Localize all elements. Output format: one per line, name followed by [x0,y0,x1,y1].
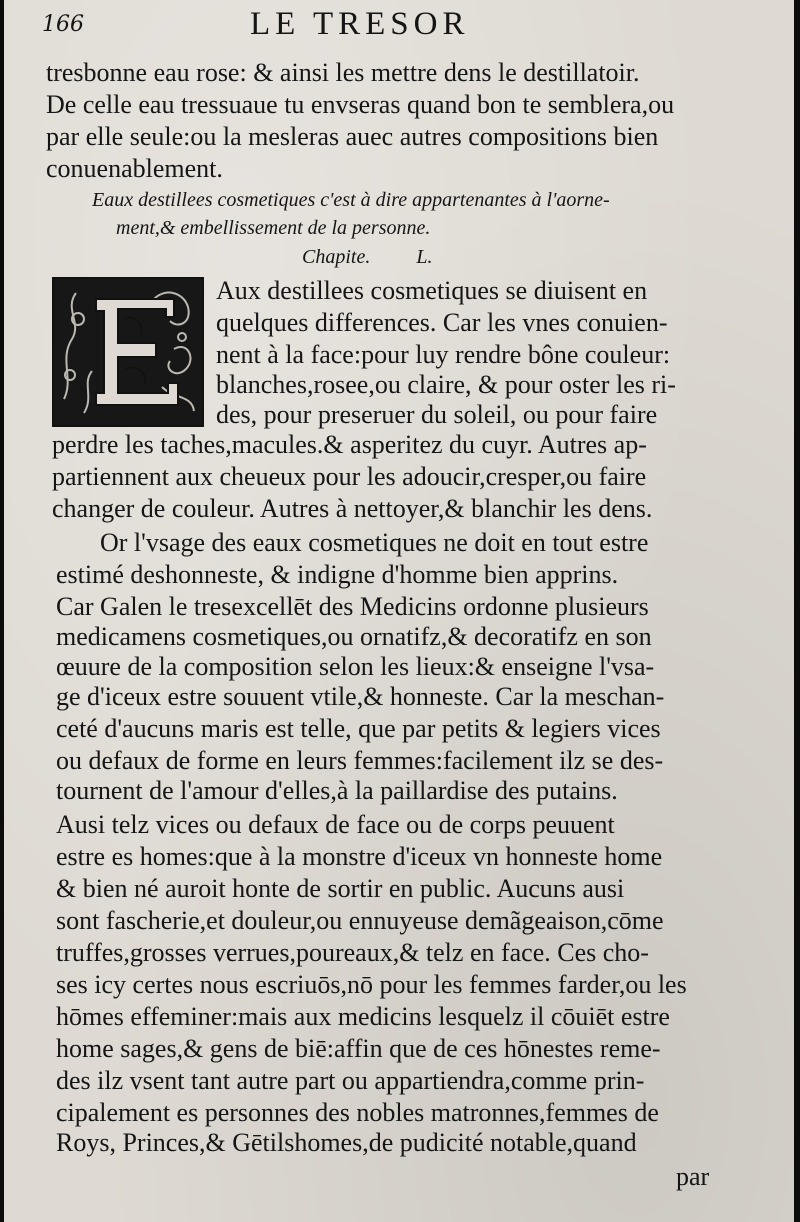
text-line: estimé deshonneste, & indigne d'homme bien apprins. [56,560,619,589]
text-line: & bien né auroit honte de sortir en public. Aucuns ausi [56,874,625,903]
catchword: par [676,1162,710,1191]
subtitle-line: Eaux destillees cosmetiques c'est à dire appartenantes à l'aorne- [92,189,610,211]
text-line: conuenablement. [46,154,223,183]
text-line: Car Galen le tresexcellēt des Medicins ordonne plusieurs [56,592,649,621]
text-line: De celle eau tressuaue tu envseras quand bon te semblera,ou [46,90,675,119]
text-line: des ilz vsent tant autre part ou appartiendra,comme prin- [56,1066,645,1095]
book-page [4,0,794,1222]
text-line: estre es homes:que à la monstre d'iceux vn honneste home [56,842,663,871]
text-line: sont fascherie,et douleur,ou ennuyeuse demãgeaison,cōme [56,906,664,935]
text-line: changer de couleur. Autres à nettoyer,& blanchir les dens. [52,494,653,523]
text-line: ge d'iceux estre souuent vtile,& honneste. Car la meschan- [56,682,665,711]
text-line: des, pour preseruer du soleil, ou pour faire [216,400,658,429]
page-number: 166 [42,12,84,37]
text-line: medicamens cosmetiques,ou ornatifz,& decoratifz en son [56,622,652,651]
text-line: Or l'vsage des eaux cosmetiques ne doit en tout estre [100,528,649,557]
running-title: LE TRESOR [250,6,470,42]
page-header [40,8,780,48]
text-line: ceté d'aucuns maris est telle, que par petits & legiers vices [56,714,661,743]
text-line: Roys, Princes,& Gētilshomes,de pudicité notable,quand [56,1128,637,1157]
text-line: ou defaux de forme en leurs femmes:facilement ilz se des- [56,746,664,775]
text-line: nent à la face:pour luy rendre bône couleur: [216,340,671,369]
text-line: tournent de l'amour d'elles,à la paillardise des putains. [56,776,618,805]
text-line: tresbonne eau rose: & ainsi les mettre dens le destillatoir. [46,58,640,87]
text-line: ses icy certes nous escriuōs,nō pour les femmes farder,ou les [56,970,687,999]
decorated-initial [52,277,204,427]
subtitle-line: ment,& embellissement de la personne. [116,217,431,239]
chapter-label: Chapite. [302,246,371,268]
text-line: truffes,grosses verrues,poureaux,& telz en face. Ces cho- [56,938,649,967]
text-line: partiennent aux cheueux pour les adoucir,cresper,ou faire [52,462,647,491]
text-line: blanches,rosee,ou claire, & pour oster les ri- [216,370,676,399]
text-line: home sages,& gens de biē:affin que de ces hōnestes reme- [56,1034,661,1063]
text-line: œuure de la composition selon les lieux:& enseigne l'vsa- [56,652,655,681]
text-line: cipalement es personnes des nobles matronnes,femmes de [56,1098,659,1127]
text-line: par elle seule:ou la mesleras auec autres compositions bien [46,122,659,151]
text-line: Ausi telz vices ou defaux de face ou de corps peuuent [56,810,615,839]
text-line: perdre les taches,macules.& asperitez du cuyr. Autres ap- [52,430,647,459]
text-line: quelques differences. Car les vnes conuien- [216,308,668,337]
text-line: hōmes effeminer:mais aux medicins lesquelz il cōuiēt estre [56,1002,670,1031]
chapter-number: L. [416,246,433,268]
text-line: Aux destillees cosmetiques se diuisent en [216,276,648,305]
chapter-heading [302,246,432,269]
ornament-icon [54,279,202,425]
